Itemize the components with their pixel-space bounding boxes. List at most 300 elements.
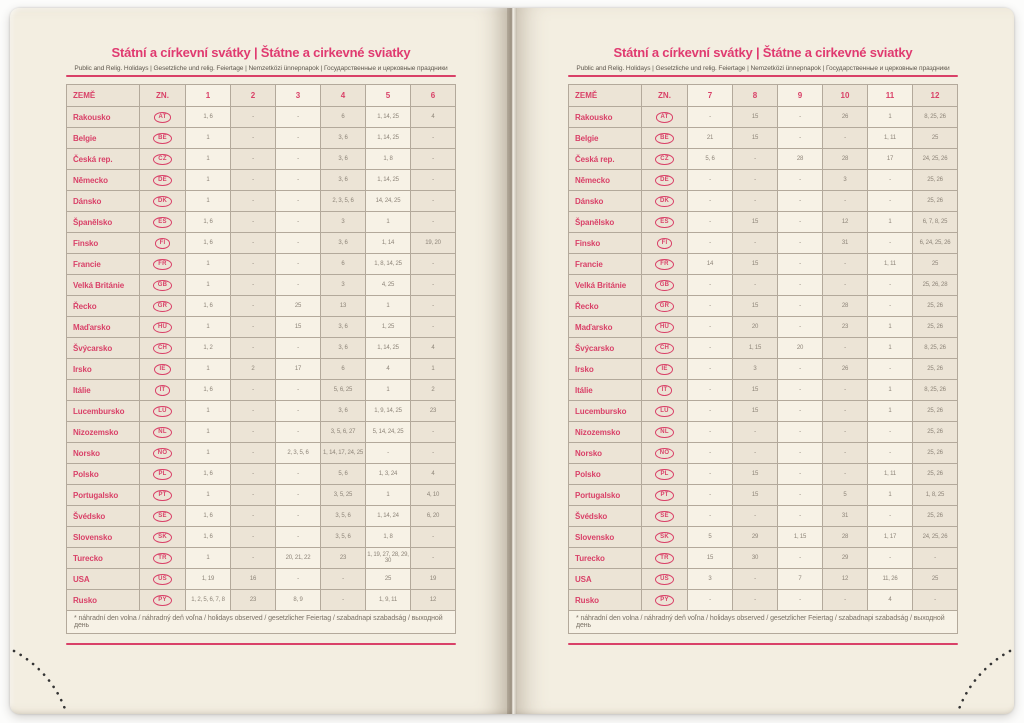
- country-code-cell: [642, 191, 688, 212]
- holiday-days-cell: 25, 26: [913, 443, 958, 464]
- holiday-days-cell: 15: [733, 296, 778, 317]
- country-code-cell: [642, 401, 688, 422]
- column-header: ZN.: [140, 85, 186, 107]
- country-name: Švýcarsko: [67, 338, 140, 359]
- holiday-days-cell: 6: [321, 254, 366, 275]
- holiday-days-cell: 12: [823, 569, 868, 590]
- holiday-days-cell: 1: [186, 149, 231, 170]
- country-code-cell: [140, 506, 186, 527]
- country-row: [67, 149, 456, 170]
- holiday-days-cell: -: [411, 149, 456, 170]
- country-name: Maďarsko: [67, 317, 140, 338]
- country-code-cell: [642, 254, 688, 275]
- country-code-badge: PY: [655, 595, 673, 606]
- holiday-days-cell: -: [688, 380, 733, 401]
- country-row: [67, 338, 456, 359]
- country-code-cell: [140, 590, 186, 611]
- holiday-days-cell: -: [778, 401, 823, 422]
- country-row: [67, 317, 456, 338]
- open-diary: [10, 8, 1014, 714]
- holiday-days-cell: 8, 25, 26: [913, 107, 958, 128]
- holiday-days-cell: -: [778, 548, 823, 569]
- holiday-days-cell: 1, 14: [366, 233, 411, 254]
- country-row: [67, 359, 456, 380]
- holidays-table-months-1-6: [66, 84, 456, 634]
- holiday-days-cell: -: [823, 590, 868, 611]
- holiday-days-cell: 13: [321, 296, 366, 317]
- holiday-days-cell: 17: [276, 359, 321, 380]
- holiday-days-cell: 31: [823, 506, 868, 527]
- country-row: [569, 506, 958, 527]
- country-code-cell: [642, 233, 688, 254]
- holiday-days-cell: -: [688, 359, 733, 380]
- country-code-badge: FI: [657, 238, 673, 249]
- holiday-days-cell: 1, 9, 11: [366, 590, 411, 611]
- country-row: [569, 275, 958, 296]
- holiday-days-cell: 26: [823, 359, 868, 380]
- holiday-days-cell: -: [231, 485, 276, 506]
- holiday-days-cell: 25, 26: [913, 170, 958, 191]
- holiday-days-cell: 1, 19: [186, 569, 231, 590]
- holiday-days-cell: -: [778, 191, 823, 212]
- country-code-badge: PY: [153, 595, 171, 606]
- holiday-days-cell: 1: [868, 107, 913, 128]
- holiday-days-cell: 2: [231, 359, 276, 380]
- holiday-days-cell: 3, 5, 6, 27: [321, 422, 366, 443]
- holiday-days-cell: 1: [186, 317, 231, 338]
- holiday-days-cell: -: [321, 590, 366, 611]
- country-code-cell: [642, 107, 688, 128]
- country-code-cell: [140, 212, 186, 233]
- holiday-days-cell: 4: [411, 107, 456, 128]
- country-row: [569, 170, 958, 191]
- country-row: [67, 380, 456, 401]
- holiday-days-cell: 15: [733, 380, 778, 401]
- holiday-days-cell: 4: [366, 359, 411, 380]
- decorative-dotted-arc-icon: [953, 649, 1013, 711]
- holiday-days-cell: 12: [823, 212, 868, 233]
- holiday-days-cell: -: [778, 107, 823, 128]
- country-code-badge: FR: [655, 259, 673, 270]
- country-row: [569, 149, 958, 170]
- country-row: [569, 254, 958, 275]
- holiday-days-cell: -: [688, 275, 733, 296]
- holiday-days-cell: -: [733, 170, 778, 191]
- holiday-days-cell: -: [778, 464, 823, 485]
- country-code-badge: IT: [155, 385, 171, 396]
- holiday-days-cell: -: [231, 506, 276, 527]
- holiday-days-cell: -: [276, 569, 321, 590]
- page-subtitle: Public and Relig. Holidays | Gesetzliche und relig. Feiertage | Nemzetközi ünnepnapok | Государственные и церковные праздники: [576, 65, 950, 72]
- country-code-badge: SE: [153, 511, 171, 522]
- holiday-days-cell: 25, 26: [913, 401, 958, 422]
- country-name: Švédsko: [67, 506, 140, 527]
- right-page-content: [512, 8, 1014, 645]
- country-name: Lucembursko: [67, 401, 140, 422]
- holiday-days-cell: -: [778, 485, 823, 506]
- holiday-days-cell: 5, 6: [321, 464, 366, 485]
- holiday-days-cell: 2, 3, 5, 6: [321, 191, 366, 212]
- holiday-days-cell: 15: [733, 254, 778, 275]
- holiday-days-cell: 1: [868, 485, 913, 506]
- country-name: Itálie: [569, 380, 642, 401]
- column-header: 2: [231, 85, 276, 107]
- holiday-days-cell: -: [823, 275, 868, 296]
- holiday-days-cell: 1: [186, 170, 231, 191]
- holiday-days-cell: -: [231, 338, 276, 359]
- holiday-days-cell: 1, 14, 25: [366, 338, 411, 359]
- holiday-days-cell: -: [276, 464, 321, 485]
- holiday-days-cell: 1: [186, 443, 231, 464]
- holiday-days-cell: -: [778, 422, 823, 443]
- holiday-days-cell: 1: [868, 380, 913, 401]
- country-code-cell: [642, 527, 688, 548]
- country-code-cell: [140, 128, 186, 149]
- country-code-badge: CH: [153, 343, 172, 354]
- country-row: [67, 506, 456, 527]
- country-code-badge: PL: [655, 469, 673, 480]
- holiday-days-cell: 20: [778, 338, 823, 359]
- country-row: [67, 569, 456, 590]
- subtitle-rule: [66, 75, 456, 77]
- holiday-days-cell: 6, 20: [411, 506, 456, 527]
- holiday-days-cell: -: [778, 128, 823, 149]
- country-code-cell: [642, 317, 688, 338]
- country-code-badge: US: [153, 574, 172, 585]
- holiday-days-cell: 1, 15: [733, 338, 778, 359]
- holiday-days-cell: -: [231, 191, 276, 212]
- holiday-days-cell: -: [778, 275, 823, 296]
- holiday-days-cell: 1, 6: [186, 296, 231, 317]
- country-code-cell: [140, 464, 186, 485]
- holiday-days-cell: -: [688, 170, 733, 191]
- country-code-badge: NO: [655, 448, 674, 459]
- holiday-days-cell: 3, 6: [321, 170, 366, 191]
- holiday-days-cell: -: [868, 422, 913, 443]
- holiday-days-cell: -: [733, 275, 778, 296]
- holiday-days-cell: -: [231, 296, 276, 317]
- holiday-days-cell: -: [823, 422, 868, 443]
- holiday-days-cell: -: [411, 170, 456, 191]
- holiday-days-cell: 1, 14, 25: [366, 107, 411, 128]
- holiday-days-cell: -: [411, 527, 456, 548]
- country-code-badge: HU: [153, 322, 172, 333]
- holiday-days-cell: -: [231, 317, 276, 338]
- holiday-days-cell: 16: [231, 569, 276, 590]
- column-header: 9: [778, 85, 823, 107]
- holiday-days-cell: 25: [276, 296, 321, 317]
- footnote-row: [67, 611, 456, 634]
- country-name: Švýcarsko: [569, 338, 642, 359]
- bottom-rule: [66, 643, 456, 645]
- holiday-days-cell: 1: [868, 317, 913, 338]
- column-header: 10: [823, 85, 868, 107]
- country-code-badge: DE: [655, 175, 674, 186]
- holiday-days-cell: -: [411, 296, 456, 317]
- bottom-rule: [568, 643, 958, 645]
- country-row: [569, 422, 958, 443]
- holiday-days-cell: -: [276, 191, 321, 212]
- holiday-days-cell: 28: [823, 527, 868, 548]
- country-code-cell: [140, 107, 186, 128]
- country-name: Francie: [67, 254, 140, 275]
- column-header: 1: [186, 85, 231, 107]
- holiday-days-cell: 28: [823, 149, 868, 170]
- country-code-cell: [642, 296, 688, 317]
- holiday-days-cell: 7: [778, 569, 823, 590]
- holiday-days-cell: 14: [688, 254, 733, 275]
- holiday-days-cell: 15: [733, 107, 778, 128]
- holiday-days-cell: 28: [823, 296, 868, 317]
- holiday-days-cell: -: [823, 128, 868, 149]
- holiday-days-cell: -: [778, 506, 823, 527]
- country-code-cell: [140, 275, 186, 296]
- country-code-cell: [140, 296, 186, 317]
- holiday-days-cell: -: [733, 191, 778, 212]
- holiday-days-cell: 1: [411, 359, 456, 380]
- holiday-days-cell: -: [411, 443, 456, 464]
- holiday-days-cell: 1: [186, 275, 231, 296]
- holiday-days-cell: -: [231, 170, 276, 191]
- country-row: [67, 128, 456, 149]
- country-code-cell: [642, 149, 688, 170]
- subtitle-rule: [568, 75, 958, 77]
- holiday-days-cell: -: [688, 233, 733, 254]
- footnote-row: [569, 611, 958, 634]
- country-row: [569, 569, 958, 590]
- holiday-days-cell: -: [823, 254, 868, 275]
- country-code-cell: [642, 590, 688, 611]
- country-code-badge: FI: [155, 238, 171, 249]
- country-code-badge: IT: [657, 385, 673, 396]
- country-name: Finsko: [569, 233, 642, 254]
- holiday-days-cell: 3, 6: [321, 149, 366, 170]
- holiday-days-cell: 26: [823, 107, 868, 128]
- column-header: 4: [321, 85, 366, 107]
- holiday-days-cell: 1: [186, 485, 231, 506]
- country-row: [569, 380, 958, 401]
- holiday-days-cell: 3: [321, 212, 366, 233]
- country-code-cell: [642, 338, 688, 359]
- holiday-days-cell: -: [778, 443, 823, 464]
- country-code-cell: [140, 422, 186, 443]
- holiday-days-cell: 5, 6, 25: [321, 380, 366, 401]
- holiday-days-cell: -: [411, 422, 456, 443]
- country-row: [569, 485, 958, 506]
- country-row: [67, 170, 456, 191]
- holiday-days-cell: -: [231, 443, 276, 464]
- country-name: Rusko: [67, 590, 140, 611]
- holidays-table-months-7-12: [568, 84, 958, 634]
- holiday-days-cell: -: [688, 443, 733, 464]
- country-code-cell: [140, 338, 186, 359]
- holiday-days-cell: 1: [186, 359, 231, 380]
- holiday-days-cell: 4: [411, 338, 456, 359]
- column-header: 12: [913, 85, 958, 107]
- holiday-days-cell: 1: [186, 548, 231, 569]
- country-row: [569, 107, 958, 128]
- country-code-cell: [140, 317, 186, 338]
- country-code-badge: IE: [154, 364, 170, 375]
- country-code-badge: LU: [153, 406, 171, 417]
- holiday-days-cell: -: [231, 422, 276, 443]
- holiday-days-cell: 25: [913, 128, 958, 149]
- holiday-days-cell: 8, 25, 26: [913, 380, 958, 401]
- country-code-badge: SE: [655, 511, 673, 522]
- holiday-days-cell: 1: [186, 128, 231, 149]
- holiday-days-cell: 3, 6: [321, 317, 366, 338]
- holiday-days-cell: 21: [688, 128, 733, 149]
- country-code-badge: AT: [656, 112, 674, 123]
- holiday-days-cell: -: [688, 296, 733, 317]
- holiday-days-cell: 2, 3, 5, 6: [276, 443, 321, 464]
- country-row: [67, 443, 456, 464]
- holiday-days-cell: -: [276, 506, 321, 527]
- country-code-badge: CZ: [153, 154, 171, 165]
- country-code-badge: PT: [153, 490, 171, 501]
- country-name: Irsko: [67, 359, 140, 380]
- holiday-days-cell: -: [411, 212, 456, 233]
- holiday-days-cell: 25: [913, 254, 958, 275]
- holiday-days-cell: 25, 26: [913, 506, 958, 527]
- country-code-badge: TR: [655, 553, 673, 564]
- column-header: ZEMĚ: [569, 85, 642, 107]
- country-name: Maďarsko: [569, 317, 642, 338]
- holiday-days-cell: -: [231, 212, 276, 233]
- holiday-days-cell: -: [231, 107, 276, 128]
- country-name: Rusko: [569, 590, 642, 611]
- holiday-days-cell: 5: [823, 485, 868, 506]
- country-code-badge: BE: [153, 133, 172, 144]
- holiday-days-cell: -: [778, 170, 823, 191]
- holiday-days-cell: -: [868, 275, 913, 296]
- country-code-badge: PT: [655, 490, 673, 501]
- holiday-days-cell: 3, 6: [321, 128, 366, 149]
- holiday-days-cell: -: [823, 401, 868, 422]
- holiday-days-cell: 6: [321, 359, 366, 380]
- holiday-days-cell: -: [823, 380, 868, 401]
- country-name: Nizozemsko: [569, 422, 642, 443]
- column-header: ZEMĚ: [67, 85, 140, 107]
- holiday-days-cell: 24, 25, 26: [913, 527, 958, 548]
- country-row: [569, 212, 958, 233]
- country-code-badge: DE: [153, 175, 172, 186]
- holiday-days-cell: -: [411, 254, 456, 275]
- holiday-days-cell: 1, 6: [186, 464, 231, 485]
- country-name: Německo: [569, 170, 642, 191]
- country-code-cell: [140, 485, 186, 506]
- country-row: [67, 464, 456, 485]
- country-row: [67, 107, 456, 128]
- holiday-days-cell: 1, 14, 25: [366, 128, 411, 149]
- column-header: 7: [688, 85, 733, 107]
- holiday-days-cell: 29: [733, 527, 778, 548]
- country-code-badge: TR: [153, 553, 171, 564]
- holiday-days-cell: 1, 8: [366, 527, 411, 548]
- holiday-days-cell: -: [733, 149, 778, 170]
- country-code-badge: NO: [153, 448, 172, 459]
- holiday-days-cell: -: [366, 443, 411, 464]
- holiday-days-cell: 3, 5, 25: [321, 485, 366, 506]
- country-code-cell: [642, 422, 688, 443]
- country-code-badge: AT: [154, 112, 172, 123]
- holiday-days-cell: 23: [231, 590, 276, 611]
- holiday-days-cell: 1, 11: [868, 128, 913, 149]
- country-code-cell: [140, 254, 186, 275]
- country-name: Česká rep.: [569, 149, 642, 170]
- country-name: Slovensko: [569, 527, 642, 548]
- holiday-days-cell: -: [688, 212, 733, 233]
- holiday-days-cell: 23: [321, 548, 366, 569]
- holiday-days-cell: -: [778, 296, 823, 317]
- holiday-days-cell: 3, 6: [321, 401, 366, 422]
- left-page: [10, 8, 512, 714]
- holiday-days-cell: 25, 26: [913, 422, 958, 443]
- holiday-days-cell: 19, 20: [411, 233, 456, 254]
- country-code-badge: SK: [153, 532, 172, 543]
- holiday-days-cell: -: [276, 128, 321, 149]
- holiday-days-cell: 1, 6: [186, 380, 231, 401]
- country-code-cell: [642, 212, 688, 233]
- holiday-days-cell: -: [688, 464, 733, 485]
- holiday-days-cell: 23: [411, 401, 456, 422]
- holiday-days-cell: -: [411, 275, 456, 296]
- holiday-days-cell: 1, 6: [186, 212, 231, 233]
- country-name: Velká Británie: [67, 275, 140, 296]
- column-header: 6: [411, 85, 456, 107]
- holiday-days-cell: -: [688, 485, 733, 506]
- country-row: [569, 548, 958, 569]
- holiday-days-cell: -: [231, 128, 276, 149]
- holiday-days-cell: -: [778, 254, 823, 275]
- country-row: [569, 296, 958, 317]
- holiday-days-cell: 1, 25: [366, 317, 411, 338]
- holiday-days-cell: 4: [868, 590, 913, 611]
- holiday-days-cell: 1: [868, 338, 913, 359]
- holiday-days-cell: 1, 8, 25: [913, 485, 958, 506]
- holiday-days-cell: 12: [411, 590, 456, 611]
- country-name: USA: [569, 569, 642, 590]
- country-row: [67, 275, 456, 296]
- holiday-days-cell: 29: [823, 548, 868, 569]
- country-row: [67, 212, 456, 233]
- country-name: Belgie: [67, 128, 140, 149]
- country-row: [569, 233, 958, 254]
- holiday-days-cell: -: [733, 569, 778, 590]
- country-code-cell: [140, 359, 186, 380]
- holiday-days-cell: 24, 25, 26: [913, 149, 958, 170]
- country-row: [569, 359, 958, 380]
- holiday-days-cell: -: [411, 317, 456, 338]
- holiday-days-cell: -: [231, 149, 276, 170]
- country-name: Nizozemsko: [67, 422, 140, 443]
- holiday-days-cell: 25: [913, 569, 958, 590]
- holiday-days-cell: 1: [366, 485, 411, 506]
- holiday-days-cell: -: [823, 443, 868, 464]
- country-code-cell: [642, 464, 688, 485]
- holiday-days-cell: 6: [321, 107, 366, 128]
- holiday-days-cell: 3, 6: [321, 338, 366, 359]
- country-row: [67, 254, 456, 275]
- page-subtitle: Public and Relig. Holidays | Gesetzliche und relig. Feiertage | Nemzetközi ünnepnapok | Государственные и церковные праздники: [74, 65, 448, 72]
- holiday-days-cell: 3: [688, 569, 733, 590]
- holiday-days-cell: -: [276, 380, 321, 401]
- holiday-days-cell: -: [733, 422, 778, 443]
- country-name: Polsko: [67, 464, 140, 485]
- country-name: Portugalsko: [67, 485, 140, 506]
- holiday-days-cell: 15: [733, 401, 778, 422]
- country-name: Dánsko: [569, 191, 642, 212]
